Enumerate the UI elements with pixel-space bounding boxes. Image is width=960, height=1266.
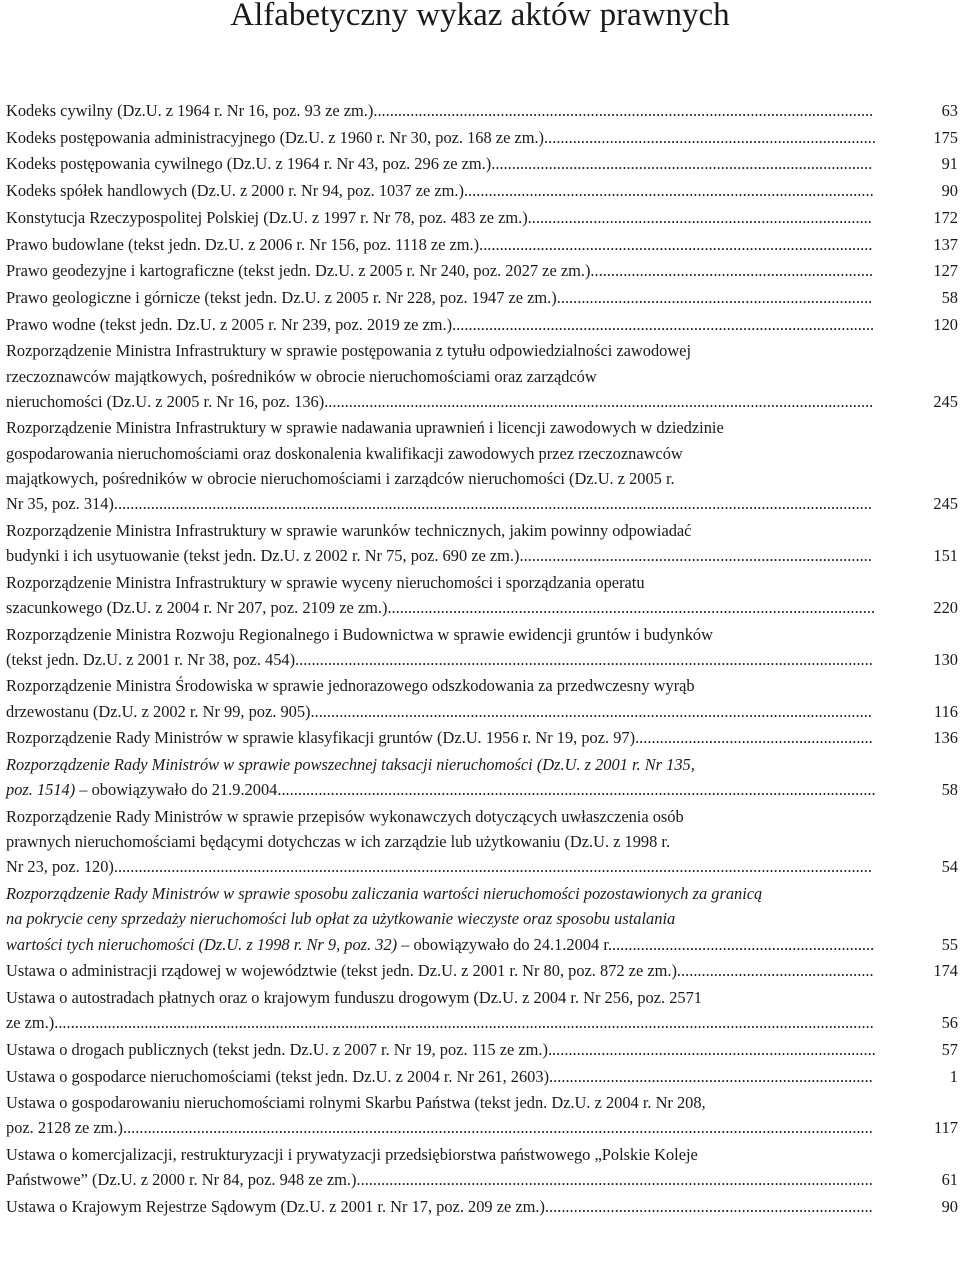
page-number: 120	[933, 314, 958, 334]
entry-line: Ustawa o gospodarce nieruchomościami (tekst jedn. Dz.U. z 2004 r. Nr 261, 2603)...............................................................................	[6, 1066, 873, 1086]
entry-title	[6, 1064, 958, 1089]
entry-title	[6, 1194, 958, 1219]
entry-line: Państwowe” (Dz.U. z 2000 r. Nr 84, poz. 948 ze zm.)..............................................................................................................................	[6, 1170, 873, 1190]
entry-title	[6, 205, 958, 230]
entry-title	[6, 285, 958, 310]
index-entry	[6, 1090, 958, 1140]
index-entry	[6, 232, 958, 257]
index-entry	[6, 1194, 958, 1219]
entry-line: poz. 2128 ze zm.).......................................................................................................................................................................................	[6, 1118, 873, 1138]
entry-line: Ustawa o autostradach płatnych oraz o krajowym funduszu drogowym (Dz.U. z 2004 r. Nr 256, poz. 2571	[6, 987, 702, 1007]
page-number: 117	[934, 1118, 958, 1138]
page-number: 90	[941, 181, 958, 201]
entry-line: Ustawa o komercjalizacji, restrukturyzacji i prywatyzacji przedsiębiorstwa państwowego „Polskie Koleje	[6, 1145, 698, 1165]
index-entry	[6, 1064, 958, 1089]
entry-title	[6, 1142, 958, 1192]
entry-title	[6, 622, 958, 672]
entry-title	[6, 151, 958, 176]
dot-leader: ........................................................................................................................................................................................................	[54, 1013, 874, 1033]
dot-leader: ..........................................................	[635, 728, 873, 748]
dot-leader: ...............................................................................	[549, 1197, 873, 1217]
entry-line: Rozporządzenie Ministra Środowiska w sprawie jednorazowego odszkodowania za przedwczesny wyrąb	[6, 676, 695, 696]
entry-line: poz. 1514) – obowiązywało do 21.9.2004..................................................................................................................................................	[6, 780, 876, 800]
dot-leader: ................................................................	[611, 934, 875, 954]
page-number: 58	[941, 287, 958, 307]
entry-title	[6, 415, 958, 516]
entry-title	[6, 98, 958, 123]
page-number: 63	[941, 101, 958, 120]
entry-title	[6, 232, 958, 257]
dot-leader: .....................................................................	[590, 261, 874, 281]
page-number: 61	[941, 1170, 958, 1190]
entry-line: Kodeks cywilny (Dz.U. z 1964 r. Nr 16, poz. 93 ze zm.)..........................................................................................................................	[6, 101, 874, 120]
index-entry	[6, 881, 958, 957]
page-number: 55	[941, 934, 958, 954]
entry-title	[6, 518, 958, 568]
entry-line: prawnych nieruchomościami będącymi dotychczas w ich zarządzie lub użytkowaniu (Dz.U. z 1998 r.	[6, 832, 671, 852]
entry-line: drzewostanu (Dz.U. z 2002 r. Nr 99, poz. 905).........................................................................................................................................	[6, 701, 872, 721]
entry-title	[6, 673, 958, 723]
index-entry	[6, 98, 958, 123]
page-number: 245	[933, 494, 958, 514]
index-entry	[6, 673, 958, 723]
entry-line: Prawo wodne (tekst jedn. Dz.U. z 2005 r. Nr 239, poz. 2019 ze zm.).......................................................................................................	[6, 314, 875, 334]
dot-leader: .......................................................................................................................	[387, 597, 876, 617]
entry-line: Kodeks postępowania cywilnego (Dz.U. z 1964 r. Nr 43, poz. 296 ze zm.).............................................................................................	[6, 154, 873, 174]
index-entry	[6, 1037, 958, 1062]
entry-line: rzeczoznawców majątkowych, pośredników w obrocie nieruchomościami oraz zarządców	[6, 366, 597, 386]
page-number: 54	[941, 857, 958, 877]
index-entry	[6, 258, 958, 283]
entry-line: Rozporządzenie Ministra Infrastruktury w sprawie postępowania z tytułu odpowiedzialności zawodowej	[6, 341, 692, 361]
dot-leader: .........................................................................................................................................	[310, 701, 872, 721]
entry-line: Kodeks spółek handlowych (Dz.U. z 2000 r. Nr 94, poz. 1037 ze zm.)....................................................................................................	[6, 181, 874, 201]
dot-leader: .............................................................................................................................	[360, 1170, 873, 1190]
entry-line: Rozporządzenie Ministra Infrastruktury w sprawie wyceny nieruchomości i sporządzania operatu	[6, 572, 645, 592]
dot-leader: .............................................................................................................................................	[295, 649, 873, 669]
entry-line: szacunkowego (Dz.U. z 2004 r. Nr 207, poz. 2109 ze zm.).......................................................................................................................	[6, 597, 876, 617]
index-entry	[6, 285, 958, 310]
page-number: 57	[941, 1039, 958, 1059]
index-entry	[6, 725, 958, 750]
index-entry	[6, 312, 958, 337]
page-number: 91	[941, 154, 958, 174]
page-number: 1	[949, 1066, 958, 1086]
index-entry	[6, 338, 958, 414]
dot-leader: .....................................................................................	[523, 545, 872, 565]
dot-leader: ......................................................................................................................................................................................	[127, 1118, 873, 1138]
page-title: Alfabetyczny wykaz aktów prawnych	[230, 0, 730, 33]
index-entry	[6, 622, 958, 672]
entry-title	[6, 1090, 958, 1140]
dot-leader: ................................................................................................	[479, 234, 873, 254]
index-entry	[6, 804, 958, 880]
entry-line: (tekst jedn. Dz.U. z 2001 r. Nr 38, poz. 454).............................................................................................................................................	[6, 649, 873, 669]
entry-title	[6, 725, 958, 750]
entry-line: Rozporządzenie Rady Ministrów w sprawie klasyfikacji gruntów (Dz.U. 1956 r. Nr 19, poz. 97)..........................................................	[6, 728, 873, 748]
dot-leader: .............................................................................................	[491, 154, 873, 174]
entry-line: Nr 35, poz. 314).........................................................................................................................................................................................	[6, 494, 872, 514]
entry-line: Prawo geodezyjne i kartograficzne (tekst jedn. Dz.U. z 2005 r. Nr 240, poz. 2027 ze zm.).....................................................................	[6, 261, 874, 281]
entry-line: Rozporządzenie Rady Ministrów w sprawie sposobu zaliczania wartości nieruchomości pozostawionych za granicą	[6, 884, 763, 904]
index-entry	[6, 151, 958, 176]
page-number: 175	[933, 127, 958, 147]
entry-line: Rozporządzenie Ministra Infrastruktury w sprawie nadawania uprawnień i licencji zawodowych w dziedzinie	[6, 418, 724, 438]
entry-title	[6, 570, 958, 620]
legal-acts-index	[6, 98, 958, 1219]
entry-title	[6, 881, 958, 957]
page-number: 245	[933, 391, 958, 411]
page-number: 172	[933, 207, 958, 227]
dot-leader: .........................................................................................................................	[377, 101, 874, 120]
dot-leader: ...............................................................................	[552, 1039, 876, 1059]
page-number: 220	[933, 597, 958, 617]
entry-title	[6, 125, 958, 150]
entry-title	[6, 985, 958, 1035]
entry-title	[6, 312, 958, 337]
entry-title	[6, 178, 958, 203]
entry-line: ze zm.)........................................................................................................................................................................................................	[6, 1013, 874, 1033]
index-entry	[6, 178, 958, 203]
entry-line: gospodarowania nieruchomościami oraz doskonalenia kwalifikacji zawodowych przez rzeczoznawców	[6, 443, 683, 463]
entry-line: budynki i ich usytuowanie (tekst jedn. Dz.U. z 2002 r. Nr 75, poz. 690 ze zm.)......................................................................................	[6, 545, 872, 565]
entry-line: Ustawa o administracji rządowej w województwie (tekst jedn. Dz.U. z 2001 r. Nr 80, poz. 872 ze zm.)................................................	[6, 961, 874, 981]
entry-line: Konstytucja Rzeczypospolitej Polskiej (Dz.U. z 1997 r. Nr 78, poz. 483 ze zm.)....................................................................................	[6, 207, 872, 227]
dot-leader: .........................................................................................................................................................................................	[113, 857, 872, 877]
entry-title	[6, 958, 958, 983]
index-entry	[6, 958, 958, 983]
dot-leader: .................................................................................................................................................	[281, 780, 876, 800]
page-number: 130	[933, 649, 958, 669]
index-entry	[6, 125, 958, 150]
dot-leader: .......................................................................................................	[452, 314, 875, 334]
index-entry	[6, 518, 958, 568]
index-entry	[6, 1142, 958, 1192]
page-number: 136	[933, 728, 958, 748]
dot-leader: .............................................................................	[556, 287, 873, 307]
entry-line: Kodeks postępowania administracyjnego (Dz.U. z 1960 r. Nr 30, poz. 168 ze zm.).................................................................................	[6, 127, 876, 147]
entry-line: Ustawa o gospodarowaniu nieruchomościami rolnymi Skarbu Państwa (tekst jedn. Dz.U. z 2004 r. Nr 208,	[6, 1093, 706, 1113]
entry-line: Ustawa o Krajowym Rejestrze Sądowym (Dz.U. z 2001 r. Nr 17, poz. 209 ze zm.)................................................................................	[6, 1197, 873, 1217]
entry-line: Rozporządzenie Rady Ministrów w sprawie przepisów wykonawczych dotyczących uwłaszczenia osób	[6, 806, 684, 826]
entry-title	[6, 338, 958, 414]
dot-leader: ................................................................................	[548, 127, 876, 147]
entry-line: Nr 23, poz. 120).........................................................................................................................................................................................	[6, 857, 872, 877]
index-entry	[6, 570, 958, 620]
page-number: 90	[941, 1197, 958, 1217]
entry-title	[6, 752, 958, 802]
entry-line: na pokrycie ceny sprzedaży nieruchomości lub opłat za użytkowanie wieczyste oraz sposobu ustalania	[6, 909, 676, 929]
entry-line: majątkowych, pośredników w obrocie nieruchomościami i zarządców nieruchomości (Dz.U. z 2005 r.	[6, 468, 675, 488]
entry-line: Rozporządzenie Ministra Infrastruktury w sprawie warunków technicznych, jakim powinny odpowiadać	[6, 520, 692, 540]
page-number: 127	[933, 261, 958, 281]
dot-leader: ................................................	[676, 961, 874, 981]
entry-line: Prawo geologiczne i górnicze (tekst jedn. Dz.U. z 2005 r. Nr 228, poz. 1947 ze zm.).............................................................................	[6, 287, 873, 307]
entry-line: Rozporządzenie Rady Ministrów w sprawie powszechnej taksacji nieruchomości (Dz.U. z 2001 r. Nr 135,	[6, 755, 695, 775]
dot-leader: .........................................................................................................................................................................................	[113, 494, 872, 514]
dot-leader: ......................................................................................................................................	[324, 391, 874, 411]
page-number: 137	[933, 234, 958, 254]
entry-title	[6, 1037, 958, 1062]
page-number: 56	[941, 1013, 958, 1033]
index-entry	[6, 752, 958, 802]
index-entry	[6, 205, 958, 230]
page-number: 151	[933, 545, 958, 565]
page-number: 58	[941, 780, 958, 800]
dot-leader: ...............................................................................	[549, 1066, 873, 1086]
entry-line: Ustawa o drogach publicznych (tekst jedn. Dz.U. z 2007 r. Nr 19, poz. 115 ze zm.)................................................................................	[6, 1039, 876, 1059]
dot-leader: ....................................................................................	[527, 207, 872, 227]
dot-leader: ....................................................................................................	[463, 181, 874, 201]
page-number: 116	[934, 701, 958, 721]
entry-title	[6, 258, 958, 283]
entry-line: Rozporządzenie Ministra Rozwoju Regionalnego i Budownictwa w sprawie ewidencji gruntów i budynków	[6, 624, 713, 644]
entry-line: wartości tych nieruchomości (Dz.U. z 1998 r. Nr 9, poz. 32) – obowiązywało do 24.1.2004 r.................................................................	[6, 934, 875, 954]
entry-title	[6, 804, 958, 880]
entry-line: nieruchomości (Dz.U. z 2005 r. Nr 16, poz. 136)......................................................................................................................................	[6, 391, 874, 411]
entry-line: Prawo budowlane (tekst jedn. Dz.U. z 2006 r. Nr 156, poz. 1118 ze zm.)................................................................................................	[6, 234, 873, 254]
index-entry	[6, 415, 958, 516]
index-entry	[6, 985, 958, 1035]
page-number: 174	[933, 961, 958, 981]
